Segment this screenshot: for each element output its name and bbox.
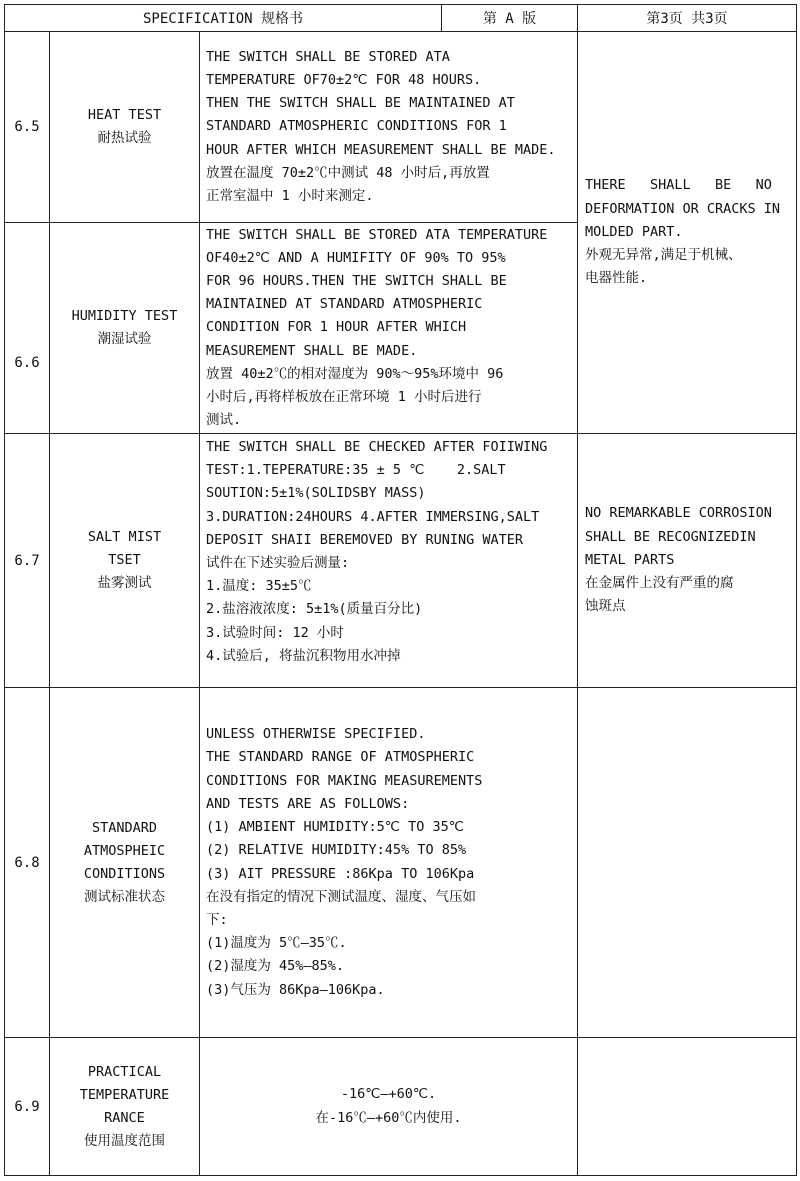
- description-line: 1.温度: 35±5℃: [206, 578, 312, 595]
- description-line: 3.DURATION:24HOURS 4.AFTER IMMERSING,SALT: [206, 508, 540, 525]
- test-name-line: SALT MIST: [87, 529, 162, 545]
- item-number-text: 6.6: [14, 355, 40, 371]
- description-line: 放置在温度 70±2℃中测试 48 小时后,再放置: [206, 164, 490, 181]
- description-line: (1) AMBIENT HUMIDITY:5℃ TO 35℃: [206, 819, 464, 836]
- description-line: 试件在下述实验后测量:: [206, 555, 350, 572]
- test-name: [50, 223, 200, 434]
- description-line: -16℃—+60℃.: [340, 1086, 437, 1103]
- description-line: CONDITIONS FOR MAKING MEASUREMENTS: [206, 772, 483, 789]
- description-line: (3)气压为 86Kpa—106Kpa.: [206, 981, 385, 998]
- test-name-line: 盐雾测试: [97, 575, 152, 591]
- test-name-line: 使用温度范围: [84, 1132, 165, 1149]
- test-name-line: TSET: [108, 552, 141, 568]
- result-line: 在金属件上没有严重的腐: [585, 575, 734, 592]
- test-name-line: CONDITIONS: [83, 865, 166, 882]
- description-line: 小时后,再将样板放在正常环境 1 小时后进行: [206, 389, 482, 405]
- test-description: [200, 1038, 578, 1176]
- header-row: [5, 5, 797, 32]
- test-name-line: PRACTICAL: [87, 1063, 162, 1080]
- test-result: [578, 1038, 797, 1176]
- description-line: 放置 40±2℃的相对湿度为 90%～95%环境中 96: [206, 365, 504, 382]
- description-line: 在没有指定的情况下测试温度、湿度、气压如: [206, 888, 476, 905]
- description-line: (2)湿度为 45%—85%.: [206, 958, 345, 975]
- description-line: 4.试验后, 将盐沉积物用水冲掉: [206, 647, 401, 664]
- test-name-line: 潮湿试验: [97, 331, 152, 347]
- result-line: THERE SHALL BE NO: [585, 177, 772, 194]
- test-result: [578, 32, 797, 434]
- description-line: THEN THE SWITCH SHALL BE MAINTAINED AT: [206, 95, 515, 112]
- test-name: [50, 434, 200, 688]
- specification-title: SPECIFICATION 规格书: [5, 5, 442, 32]
- test-name-line: TEMPERATURE: [79, 1086, 170, 1103]
- result-line: SHALL BE RECOGNIZEDIN: [585, 528, 756, 545]
- version-label: 第 A 版: [442, 5, 578, 32]
- test-name: [50, 1038, 200, 1176]
- description-line: UNLESS OTHERWISE SPECIFIED.: [206, 726, 426, 743]
- result-line: 电器性能.: [585, 270, 648, 287]
- item-number: [5, 223, 50, 434]
- result-line: MOLDED PART.: [585, 223, 683, 240]
- item-number: 6.9: [5, 1038, 50, 1176]
- description-line: FOR 96 HOURS.THEN THE SWITCH SHALL BE: [206, 272, 507, 289]
- test-result: [578, 688, 797, 1038]
- test-description: [200, 688, 578, 1038]
- description-line: STANDARD ATMOSPHERIC CONDITIONS FOR 1: [206, 118, 507, 135]
- description-line: 2.盐溶液浓度: 5±1%(质量百分比): [206, 601, 423, 618]
- item-number: 6.7: [5, 434, 50, 688]
- description-line: 下:: [206, 911, 228, 928]
- test-name-line: 测试标准状态: [84, 888, 165, 905]
- page-label: 第3页 共3页: [578, 5, 797, 32]
- result-line: METAL PARTS: [585, 551, 675, 568]
- result-line: 蚀斑点: [585, 598, 626, 615]
- description-line: (2) RELATIVE HUMIDITY:45% TO 85%: [206, 842, 467, 859]
- description-line: MEASUREMENT SHALL BE MADE.: [206, 342, 418, 359]
- description-line: 测试.: [206, 412, 242, 429]
- test-name-line: STANDARD: [91, 819, 158, 836]
- description-line: OF40±2℃ AND A HUMIFITY OF 90% TO 95%: [206, 249, 506, 266]
- description-line: THE STANDARD RANGE OF ATMOSPHERIC: [206, 749, 475, 766]
- description-line: (1)温度为 5℃—35℃.: [206, 935, 347, 952]
- description-line: AND TESTS ARE AS FOLLOWS:: [206, 795, 410, 812]
- test-name: [50, 688, 200, 1038]
- result-line: 外观无异常,满足于机械、: [585, 247, 742, 264]
- description-line: SOUTION:5±1%(SOLIDSBY MASS): [206, 485, 426, 502]
- description-line: TEST:1.TEPERATURE:35 ± 5 ℃ 2.SALT: [206, 462, 506, 479]
- description-line: MAINTAINED AT STANDARD ATMOSPHERIC: [206, 296, 483, 313]
- table-row: [5, 688, 797, 1038]
- description-line: DEPOSIT SHAII BEREMOVED BY RUNING WATER: [206, 531, 523, 548]
- test-name-line: RANCE: [104, 1109, 145, 1126]
- description-line: 3.试验时间: 12 小时: [206, 624, 344, 641]
- test-description: [200, 434, 578, 688]
- description-line: CONDITION FOR 1 HOUR AFTER WHICH: [206, 319, 467, 336]
- description-line: THE SWITCH SHALL BE CHECKED AFTER FOIIWING: [206, 439, 548, 455]
- description-line: 在-16℃—+60℃内使用.: [315, 1109, 462, 1126]
- description-line: (3) AIT PRESSURE :86Kpa TO 106Kpa: [206, 865, 475, 882]
- test-name-line: HUMIDITY TEST: [71, 308, 178, 324]
- test-name-line: ATMOSPHEIC: [83, 842, 166, 859]
- description-line: TEMPERATURE OF70±2℃ FOR 48 HOURS.: [206, 71, 482, 88]
- test-result: [578, 434, 797, 688]
- test-name: [50, 32, 200, 223]
- table-row: [5, 1038, 797, 1176]
- result-line: NO REMARKABLE CORROSION: [585, 505, 772, 522]
- table-row: [5, 434, 797, 688]
- test-description: [200, 223, 578, 434]
- spec-table: [4, 4, 797, 1176]
- description-line: HOUR AFTER WHICH MEASUREMENT SHALL BE MADE.: [206, 141, 556, 158]
- description-line: 正常室温中 1 小时来测定.: [206, 188, 374, 204]
- specification-sheet: [4, 4, 796, 1176]
- table-row: [5, 32, 797, 223]
- test-name-line: HEAT TEST: [87, 107, 162, 123]
- test-description: [200, 32, 578, 223]
- description-line: THE SWITCH SHALL BE STORED ATA: [206, 48, 450, 65]
- result-line: DEFORMATION OR CRACKS IN: [585, 200, 781, 217]
- item-number: 6.5: [5, 32, 50, 223]
- item-number: 6.8: [5, 688, 50, 1038]
- test-name-line: 耐热试验: [97, 130, 152, 146]
- description-line: THE SWITCH SHALL BE STORED ATA TEMPERATURE: [206, 226, 548, 243]
